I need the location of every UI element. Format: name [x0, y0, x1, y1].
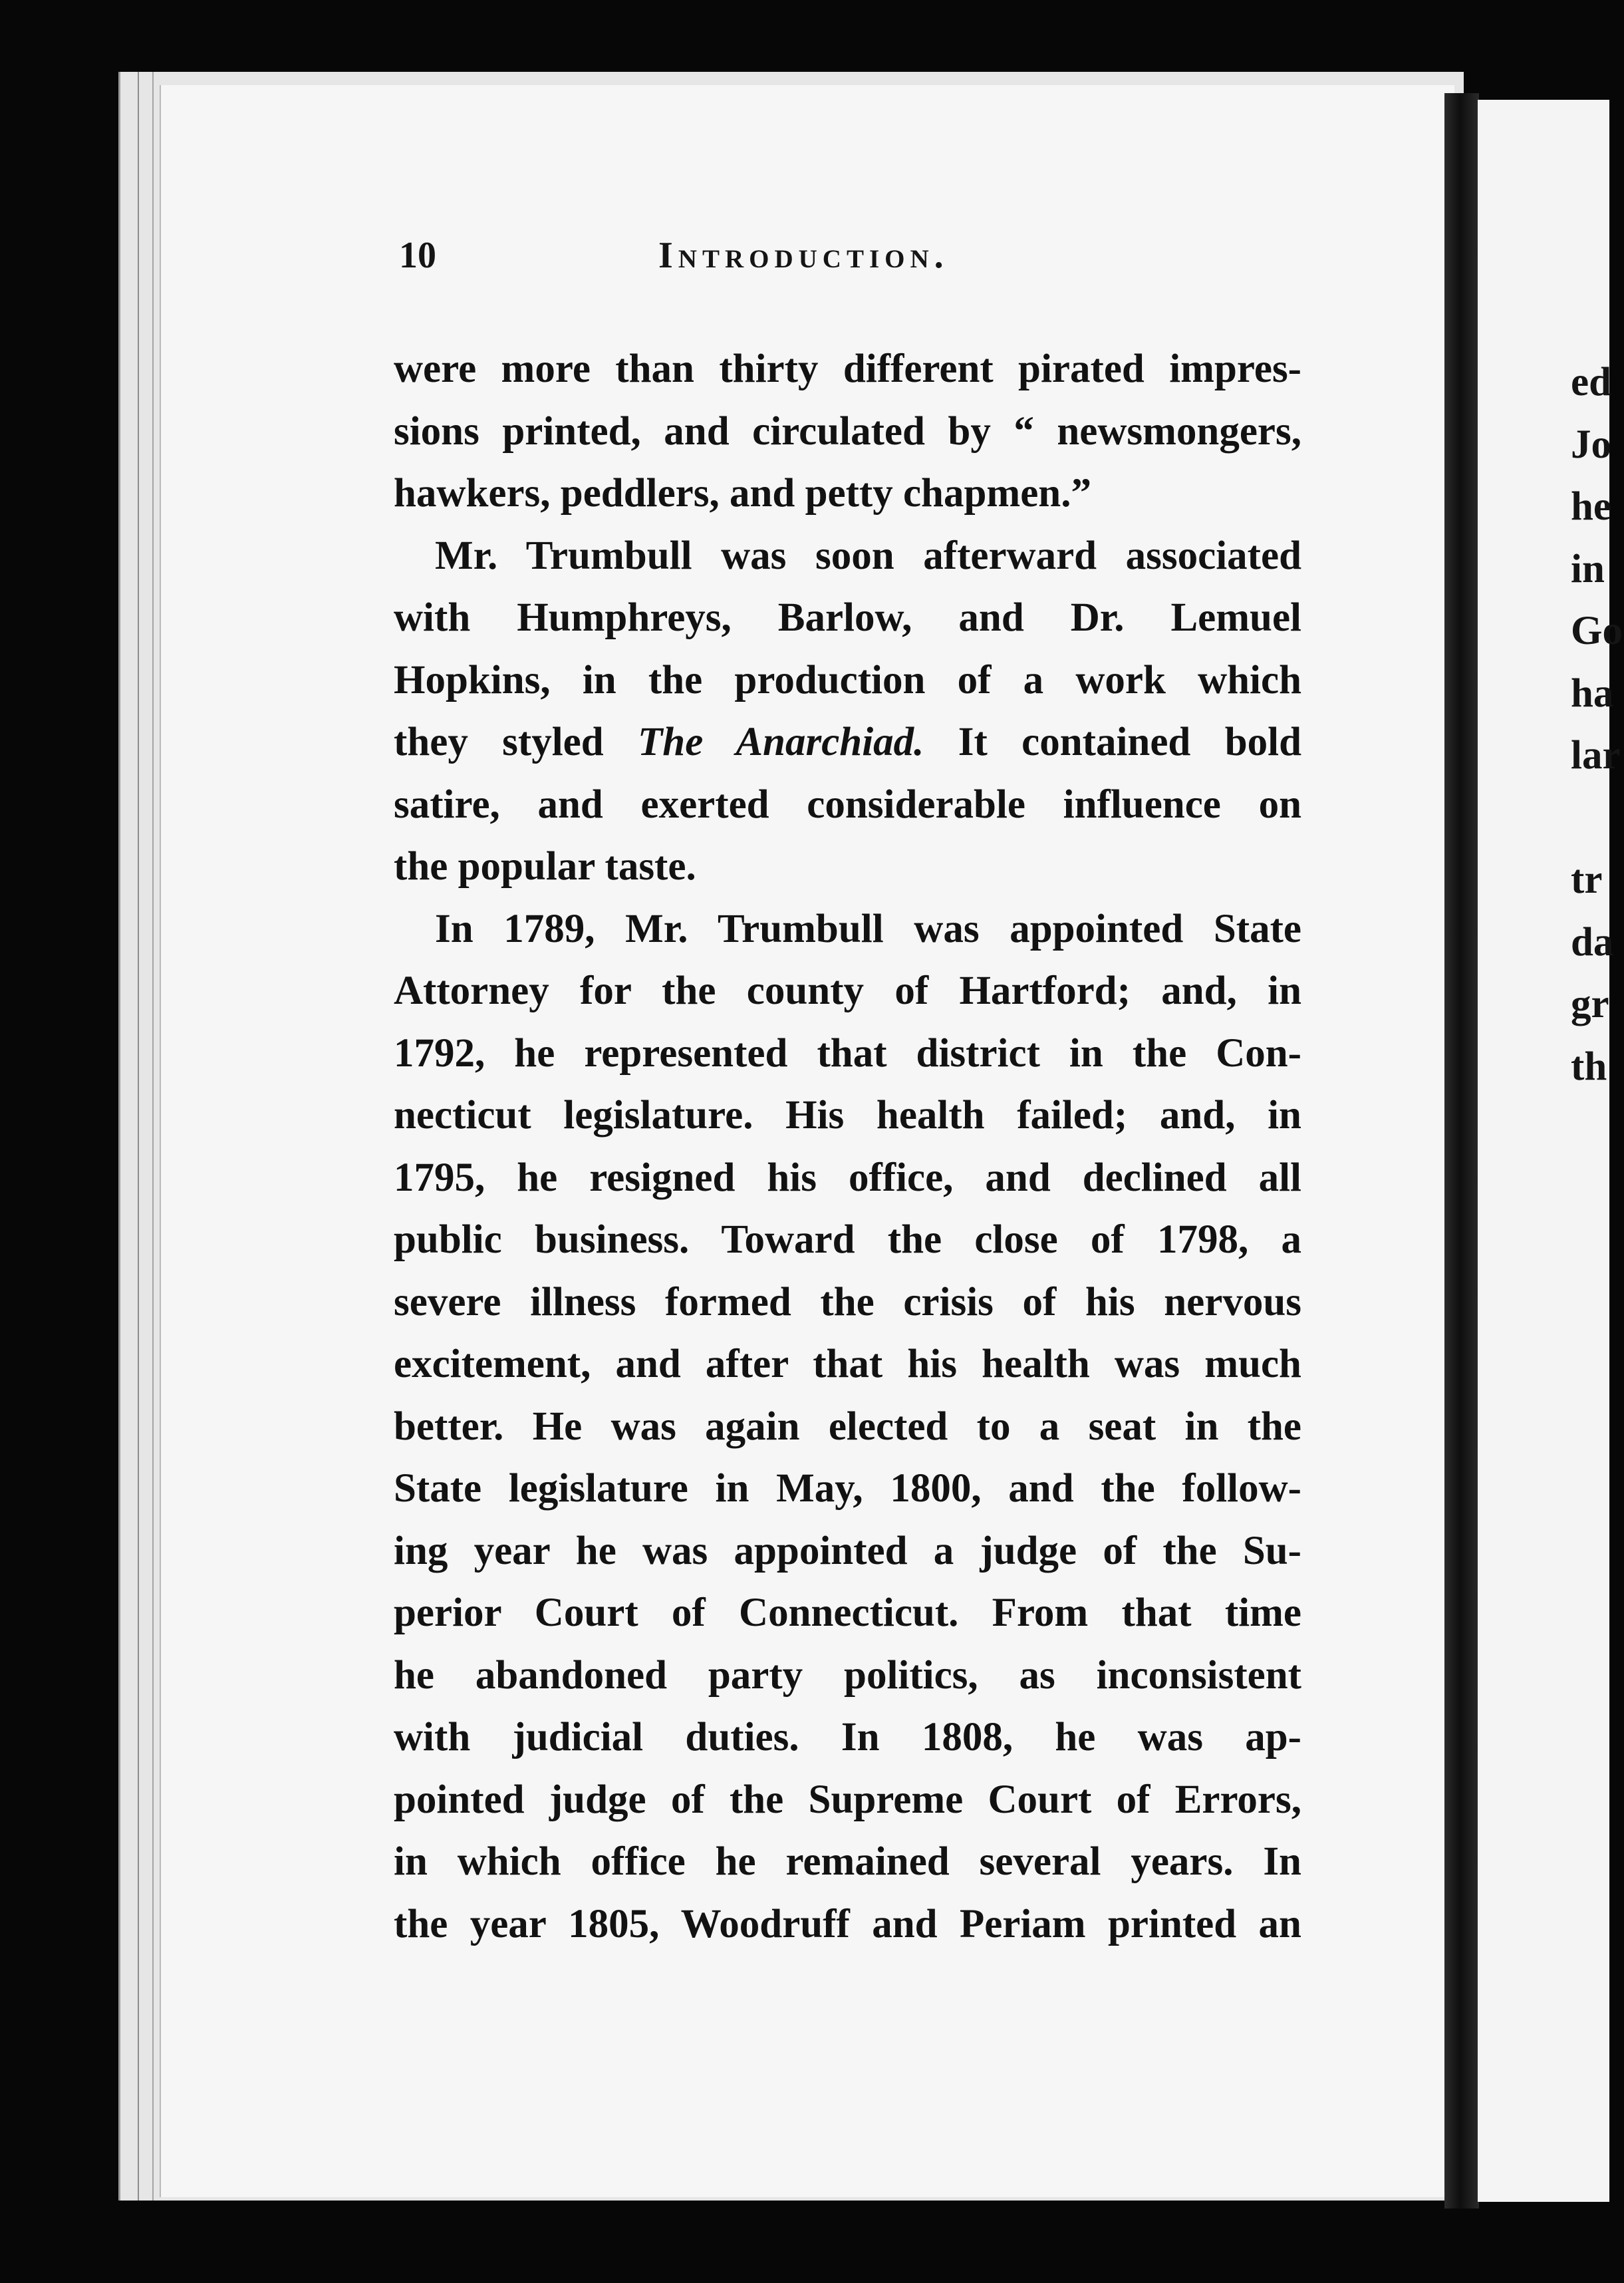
title-line-suffix: It contained bold: [924, 720, 1301, 764]
text-line: in which office he remained several years. In: [394, 1839, 1301, 1884]
text-line: satire, and exerted considerable influence on: [394, 782, 1301, 827]
text-line: necticut legislature. His health failed; and, in: [394, 1093, 1301, 1138]
text-line: State legislature in May, 1800, and the follow-: [394, 1466, 1301, 1511]
facing-fragment: he: [1571, 484, 1611, 529]
text-line: public business. Toward the close of 1798, a: [394, 1217, 1301, 1262]
title-line-prefix: they styled: [394, 720, 638, 764]
paragraph-3: [394, 898, 1301, 1956]
text-line: severe illness formed the crisis of his nervous: [394, 1279, 1301, 1324]
facing-gap: [1571, 787, 1624, 849]
text-line: pointed judge of the Supreme Court of Errors,: [394, 1777, 1301, 1822]
text-line: with Humphreys, Barlow, and Dr. Lemuel: [394, 595, 1301, 640]
text-line: perior Court of Connecticut. From that time: [394, 1591, 1301, 1635]
book-gutter: [1444, 93, 1479, 2208]
text-line: the year 1805, Woodruff and Periam printed an: [394, 1901, 1301, 1946]
text-line: 1795, he resigned his office, and declined all: [394, 1155, 1301, 1200]
paragraph-1: [394, 338, 1301, 525]
page-number: 10: [399, 235, 436, 276]
facing-fragment: da: [1571, 919, 1614, 965]
facing-fragment: in: [1571, 546, 1605, 591]
text-line: better. He was again elected to a seat in the: [394, 1404, 1301, 1449]
body-text: [394, 338, 1301, 1955]
text-line: excitement, and after that his health was much: [394, 1342, 1301, 1386]
work-title: The Anarchiad.: [638, 720, 924, 764]
text-line: were more than thirty different pirated impres-: [394, 347, 1301, 391]
text-line: Hopkins, in the production of a work which: [394, 657, 1301, 702]
text-line: with judicial duties. In 1808, he was ap-: [394, 1715, 1301, 1759]
text-line: 1792, he represented that district in the Con-: [394, 1030, 1301, 1076]
facing-fragment: ed: [1571, 360, 1611, 404]
facing-page-text: [1571, 351, 1624, 1098]
facing-fragment: th: [1571, 1044, 1607, 1089]
running-head: [399, 234, 1297, 287]
text-line: ing year he was appointed a judge of the Su-: [394, 1528, 1301, 1573]
text-line: In 1789, Mr. Trumbull was appointed State: [435, 906, 1301, 951]
facing-fragment: Jo: [1571, 422, 1611, 467]
facing-fragment: tr: [1571, 857, 1603, 902]
text-line: Attorney for the county of Hartford; and, in: [394, 969, 1301, 1013]
text-line: Mr. Trumbull was soon afterward associated: [435, 533, 1301, 578]
running-title: Introduction.: [658, 235, 949, 276]
text-line: sions printed, and circulated by “ newsmongers,: [394, 408, 1301, 454]
text-line: the popular taste.: [394, 844, 696, 889]
text-line: he abandoned party politics, as inconsistent: [394, 1652, 1301, 1698]
paragraph-2: [394, 525, 1301, 898]
facing-fragment: lar: [1571, 733, 1621, 778]
facing-fragment: gr: [1571, 982, 1609, 1026]
facing-fragment: Go: [1571, 609, 1623, 653]
text-line-with-title: [394, 711, 1301, 774]
text-line: hawkers, peddlers, and petty chapmen.”: [394, 471, 1091, 516]
facing-fragment: ha: [1571, 671, 1614, 716]
